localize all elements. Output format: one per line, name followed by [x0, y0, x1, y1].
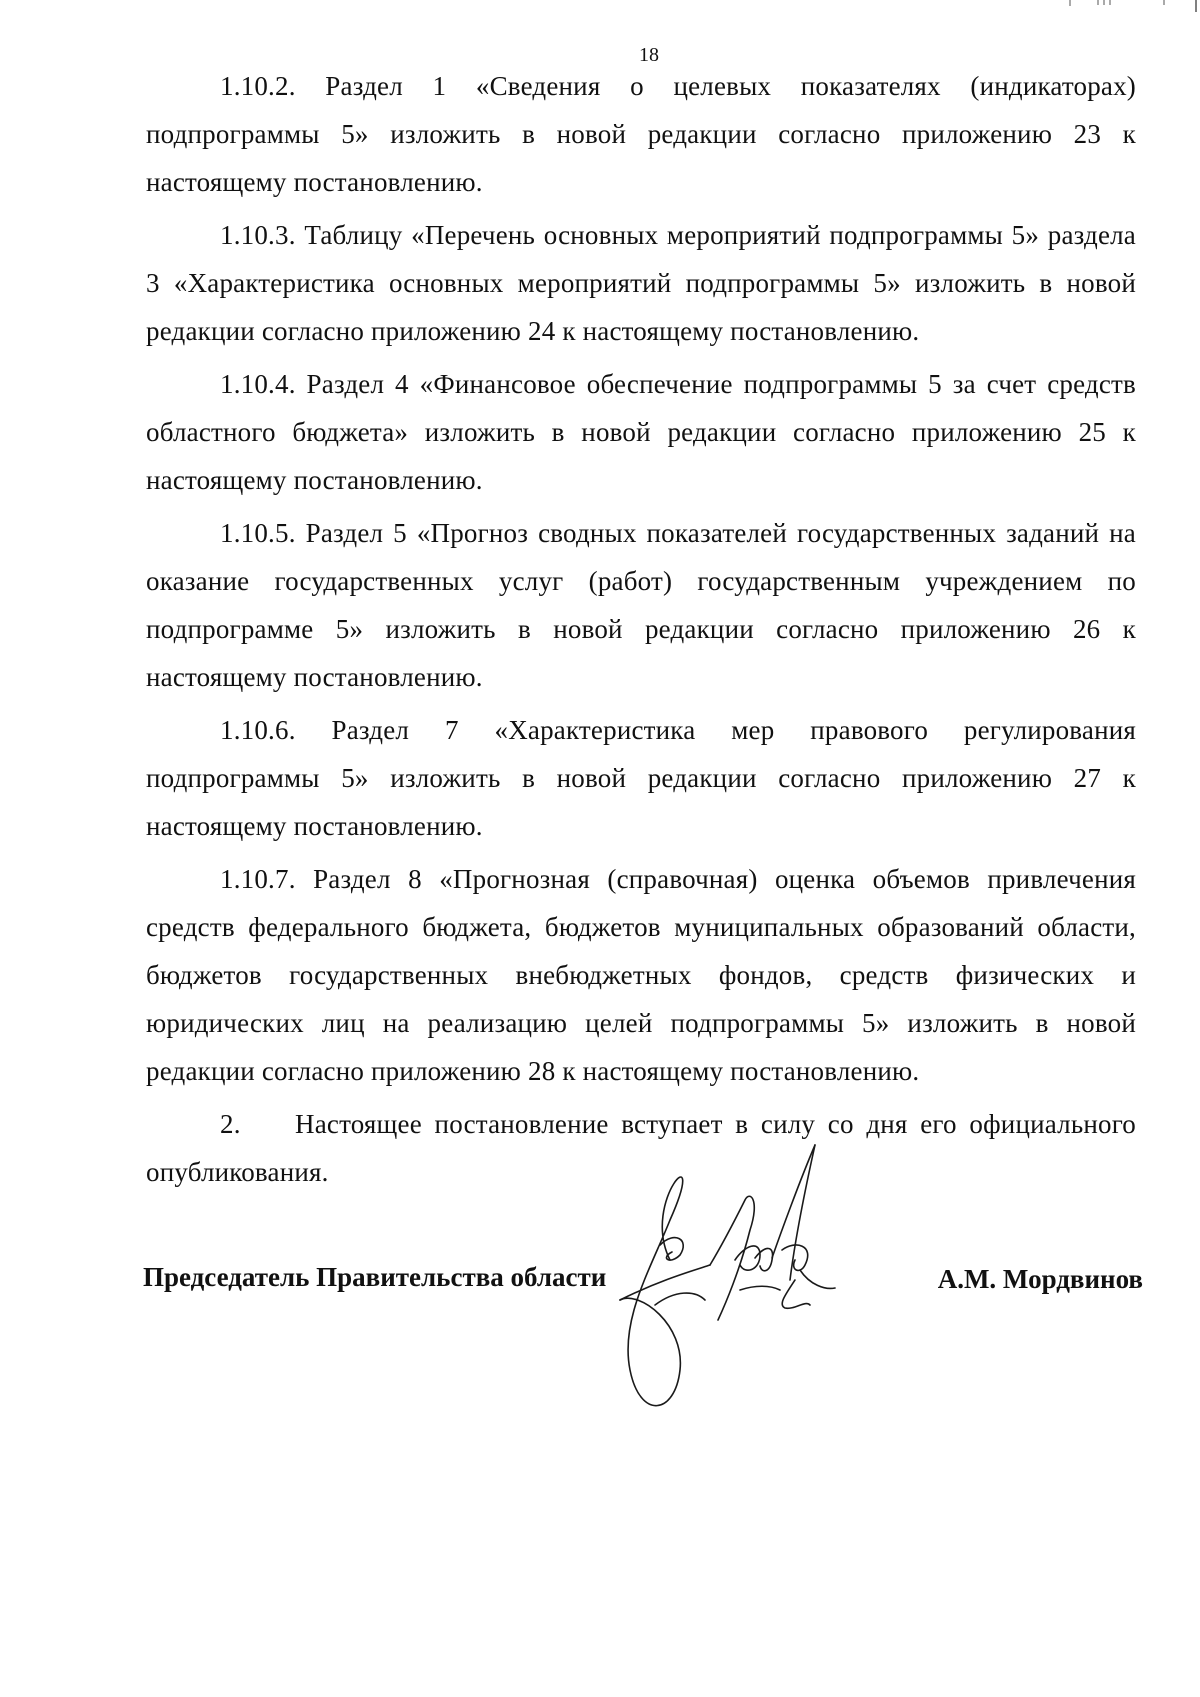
paragraph-1-10-6: 1.10.6. Раздел 7 «Характеристика мер правового регулирования подпрограммы 5» изложить в новой редакции согласно приложению 27 к настоящему постановлению.: [146, 715, 1136, 841]
scan-edge-marks: [1060, 0, 1200, 12]
document-body: [146, 62, 1136, 1196]
page-number: 18: [639, 44, 659, 66]
clause-2-text: Настоящее постановление вступает в силу со дня его официального опубликования.: [146, 1109, 1136, 1187]
paragraph-1-10-3: 1.10.3. Таблицу «Перечень основных мероприятий подпрограммы 5» раздела 3 «Характеристика основных мероприятий подпрограммы 5» изложить в новой редакции согласно приложению 24 к настоящему постановлению.: [146, 220, 1136, 346]
paragraph-1-10-7: 1.10.7. Раздел 8 «Прогнозная (справочная) оценка объемов привлечения средств федерального бюджета, бюджетов муниципальных образований области, бюджетов государственных внебюджетных фондов, средств физических и юридических лиц на реализацию целей подпрограммы 5» изложить в новой редакции согласно приложению 28 к настоящему постановлению.: [146, 864, 1136, 1086]
clause-2-number: 2.: [220, 1109, 241, 1139]
paragraph-1-10-2: 1.10.2. Раздел 1 «Сведения о целевых показателях (индикаторах) подпрограммы 5» изложить в новой редакции согласно приложению 23 к настоящему постановлению.: [146, 71, 1136, 197]
paragraph-1-10-4: 1.10.4. Раздел 4 «Финансовое обеспечение подпрограммы 5 за счет средств областного бюджета» изложить в новой редакции согласно приложению 25 к настоящему постановлению.: [146, 369, 1136, 495]
signatory-title: Председатель Правительства области: [143, 1262, 607, 1292]
paragraph-1-10-5: 1.10.5. Раздел 5 «Прогноз сводных показателей государственных заданий на оказание государственных услуг (работ) государственным учреждением по подпрограмме 5» изложить в новой редакции согласно приложению 26 к настоящему постановлению.: [146, 518, 1136, 692]
signatory-name: А.М. Мордвинов: [937, 1264, 1143, 1294]
signature-block: [143, 1262, 1143, 1310]
